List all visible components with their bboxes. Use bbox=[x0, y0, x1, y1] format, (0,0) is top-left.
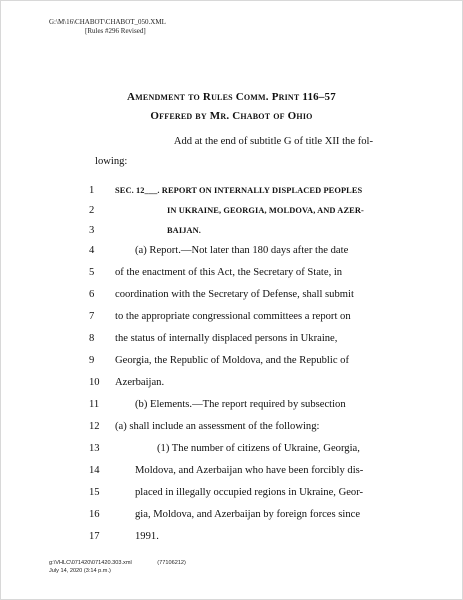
text-line bbox=[1, 527, 462, 547]
footer-date: July 14, 2020 (3:14 p.m.) bbox=[49, 568, 111, 574]
text-line bbox=[1, 201, 462, 221]
line-number: 12 bbox=[89, 421, 100, 432]
text-line bbox=[1, 329, 462, 349]
section-heading: IN UKRAINE, GEORGIA, MOLDOVA, AND AZER- bbox=[167, 206, 364, 215]
line-text: (a) Report.—Not later than 180 days after the date bbox=[135, 245, 349, 256]
line-number: 1 bbox=[89, 185, 95, 196]
footer-code: (77106212) bbox=[157, 560, 186, 566]
amendment-title: Amendment to Rules Comm. Print 116–57 bbox=[127, 91, 336, 103]
line-number: 15 bbox=[89, 487, 100, 498]
line-text: (a) shall include an assessment of the following: bbox=[115, 421, 320, 432]
line-text: Georgia, the Republic of Moldova, and the Republic of bbox=[115, 355, 349, 366]
text-line bbox=[1, 221, 462, 241]
line-text: (1) The number of citizens of Ukraine, Georgia, bbox=[157, 443, 360, 454]
line-number: 7 bbox=[89, 311, 95, 322]
text-line bbox=[1, 181, 462, 201]
line-number: 2 bbox=[89, 205, 95, 216]
line-text: (b) Elements.—The report required by subsection bbox=[135, 399, 346, 410]
text-line bbox=[1, 439, 462, 459]
line-text: of the enactment of this Act, the Secretary of State, in bbox=[115, 267, 343, 278]
text-line bbox=[1, 417, 462, 437]
line-number: 8 bbox=[89, 333, 95, 344]
line-number: 11 bbox=[89, 399, 100, 410]
document-footer bbox=[49, 559, 186, 575]
revision-label: [Rules #296 Revised] bbox=[85, 27, 146, 35]
text-line bbox=[1, 461, 462, 481]
line-number: 9 bbox=[89, 355, 95, 366]
line-text: placed in illegally occupied regions in Ukraine, Geor- bbox=[135, 487, 364, 498]
footer-path: g:\VHLC\071420\071420.303.xml bbox=[49, 560, 132, 566]
line-text: Moldova, and Azerbaijan who have been forcibly dis- bbox=[135, 465, 364, 476]
line-text: gia, Moldova, and Azerbaijan by foreign forces since bbox=[135, 509, 361, 520]
line-number: 16 bbox=[89, 509, 100, 520]
text-line bbox=[1, 395, 462, 415]
file-path: G:\M\16\CHABOT\CHABOT_050.XML bbox=[49, 18, 166, 26]
text-line bbox=[1, 373, 462, 393]
text-line bbox=[1, 505, 462, 525]
intro-line-2: lowing: bbox=[95, 156, 128, 167]
line-number: 6 bbox=[89, 289, 95, 300]
intro-line-1: Add at the end of subtitle G of title XII the fol- bbox=[173, 136, 373, 147]
text-line bbox=[1, 483, 462, 503]
line-text: coordination with the Secretary of Defense, shall submit bbox=[115, 289, 354, 300]
text-line bbox=[1, 241, 462, 261]
line-number: 13 bbox=[89, 443, 100, 454]
line-text: 1991. bbox=[135, 531, 159, 542]
line-text: the status of internally displaced persons in Ukraine, bbox=[115, 333, 338, 344]
section-heading: BAIJAN. bbox=[167, 226, 201, 235]
document-header bbox=[49, 18, 166, 36]
line-number: 10 bbox=[89, 377, 100, 388]
section-heading: SEC. 12___. REPORT ON INTERNALLY DISPLACED PEOPLES bbox=[115, 186, 363, 195]
line-text: to the appropriate congressional committees a report on bbox=[115, 311, 351, 322]
line-number: 14 bbox=[89, 465, 100, 476]
amendment-sponsor: Offered by Mr. Chabot of Ohio bbox=[150, 110, 313, 122]
line-text: Azerbaijan. bbox=[115, 377, 165, 388]
text-line bbox=[1, 351, 462, 371]
line-number: 17 bbox=[89, 531, 100, 542]
text-line bbox=[1, 285, 462, 305]
text-line bbox=[1, 263, 462, 283]
line-number: 3 bbox=[89, 225, 95, 236]
line-number: 4 bbox=[89, 245, 95, 256]
text-line bbox=[1, 307, 462, 327]
line-number: 5 bbox=[89, 267, 95, 278]
